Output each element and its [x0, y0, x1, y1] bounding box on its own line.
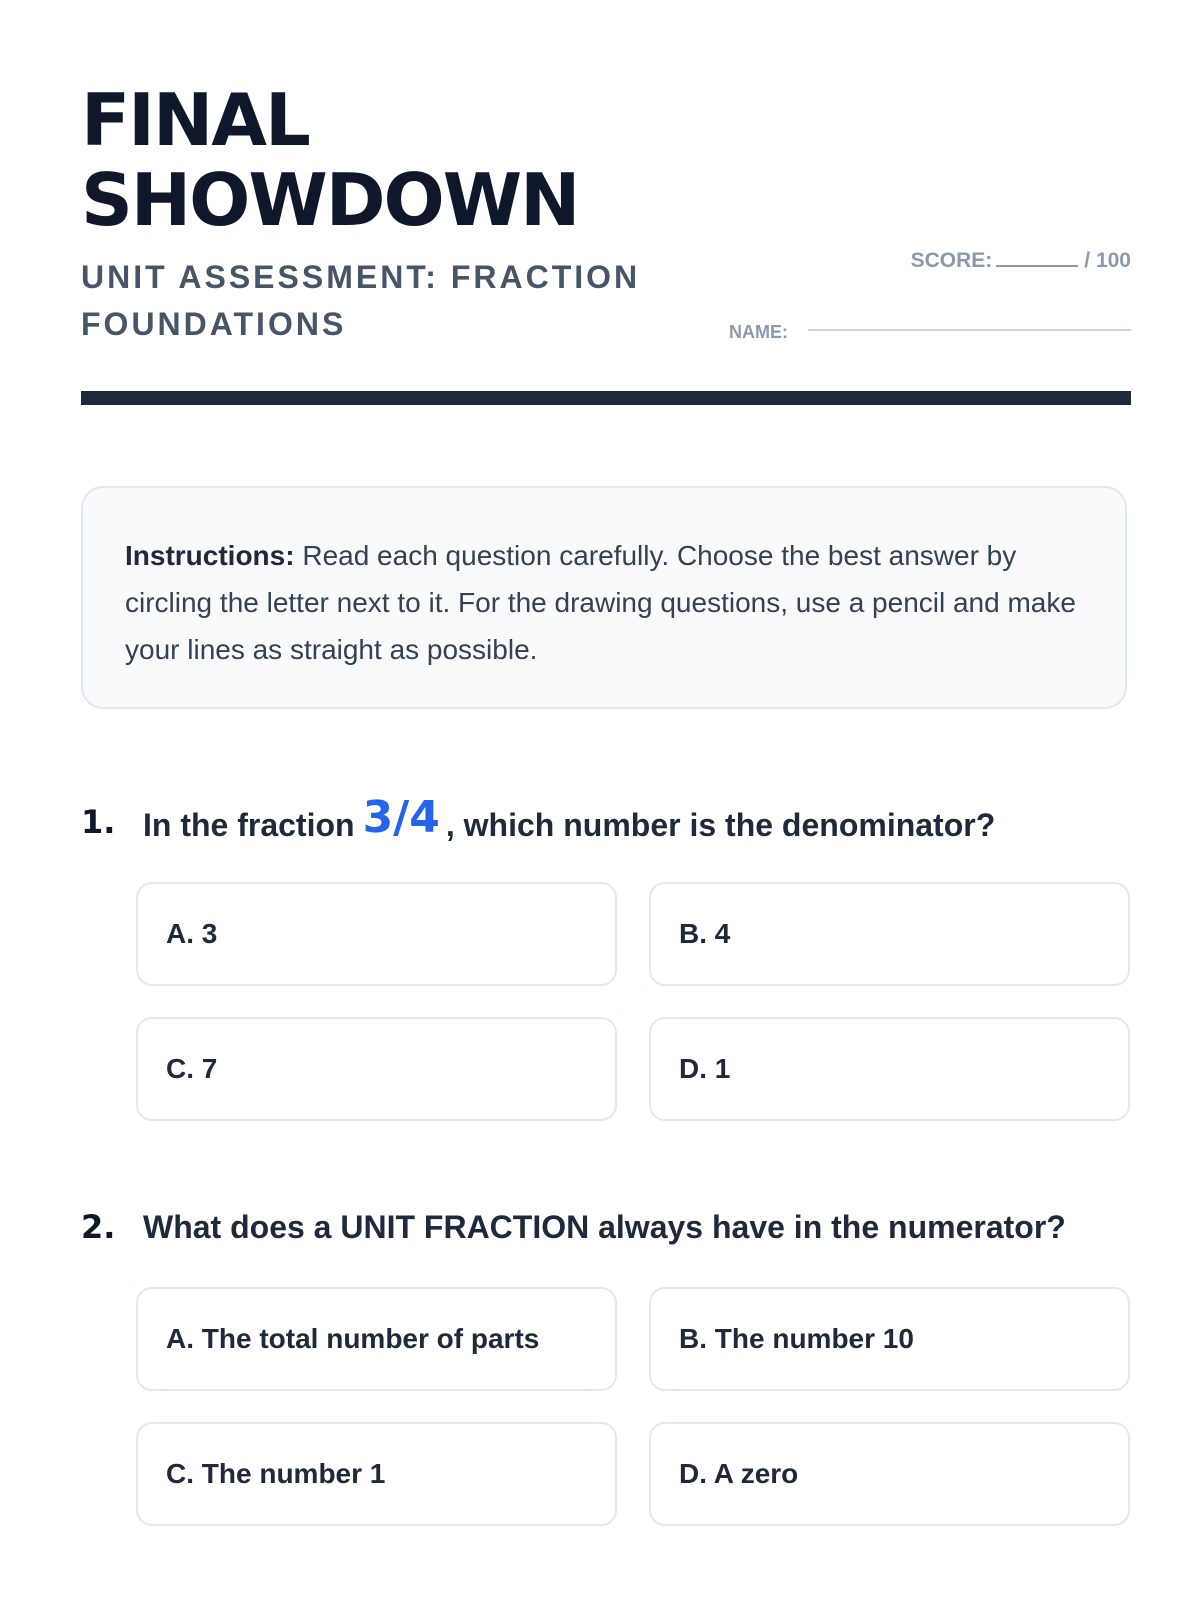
worksheet-page [81, 0, 1131, 1600]
question-text-before: In the fraction [143, 807, 355, 843]
answer-option-a[interactable]: A. 3 [136, 882, 617, 986]
name-blank-line [808, 329, 1131, 331]
question-text-after: , which number is the denominator? [445, 807, 996, 843]
answer-option-c[interactable]: C. The number 1 [136, 1422, 617, 1526]
question-number: 2. [81, 1208, 116, 1246]
score-field [911, 248, 1131, 274]
question-text: What does a UNIT FRACTION always have in the numerator? [143, 1209, 1066, 1245]
subtitle-line-1: UNIT ASSESSMENT: FRACTION [81, 259, 641, 295]
answer-option-c[interactable]: C. 7 [136, 1017, 617, 1121]
instructions-box [81, 486, 1127, 709]
score-blank [996, 251, 1078, 267]
instructions-text: Read each question carefully. Choose the best answer by circling the letter next to it. For the drawing questions, use a pencil and make your lines as straight as possible. [125, 540, 1076, 665]
question-text [143, 792, 996, 845]
answer-option-a[interactable]: A. The total number of parts [136, 1287, 617, 1391]
title-line-2: SHOWDOWN [81, 158, 579, 242]
header-divider [81, 391, 1131, 405]
score-label: SCORE: [910, 249, 993, 272]
answer-option-b[interactable]: B. 4 [649, 882, 1130, 986]
name-label: NAME: [729, 322, 788, 342]
title-line-1: FINAL [81, 78, 309, 162]
score-total: / 100 [1084, 249, 1131, 272]
instructions-lead: Instructions: [125, 540, 295, 571]
answer-option-d[interactable]: D. 1 [649, 1017, 1130, 1121]
worksheet-header [81, 80, 1131, 405]
answer-option-b[interactable]: B. The number 10 [649, 1287, 1130, 1391]
page-title [81, 80, 721, 240]
page-subtitle [81, 254, 701, 348]
question-number: 1. [81, 803, 116, 841]
answer-option-d[interactable]: D. A zero [649, 1422, 1130, 1526]
fraction-highlight: 3/4 [362, 792, 440, 843]
subtitle-line-2: FOUNDATIONS [81, 306, 347, 342]
